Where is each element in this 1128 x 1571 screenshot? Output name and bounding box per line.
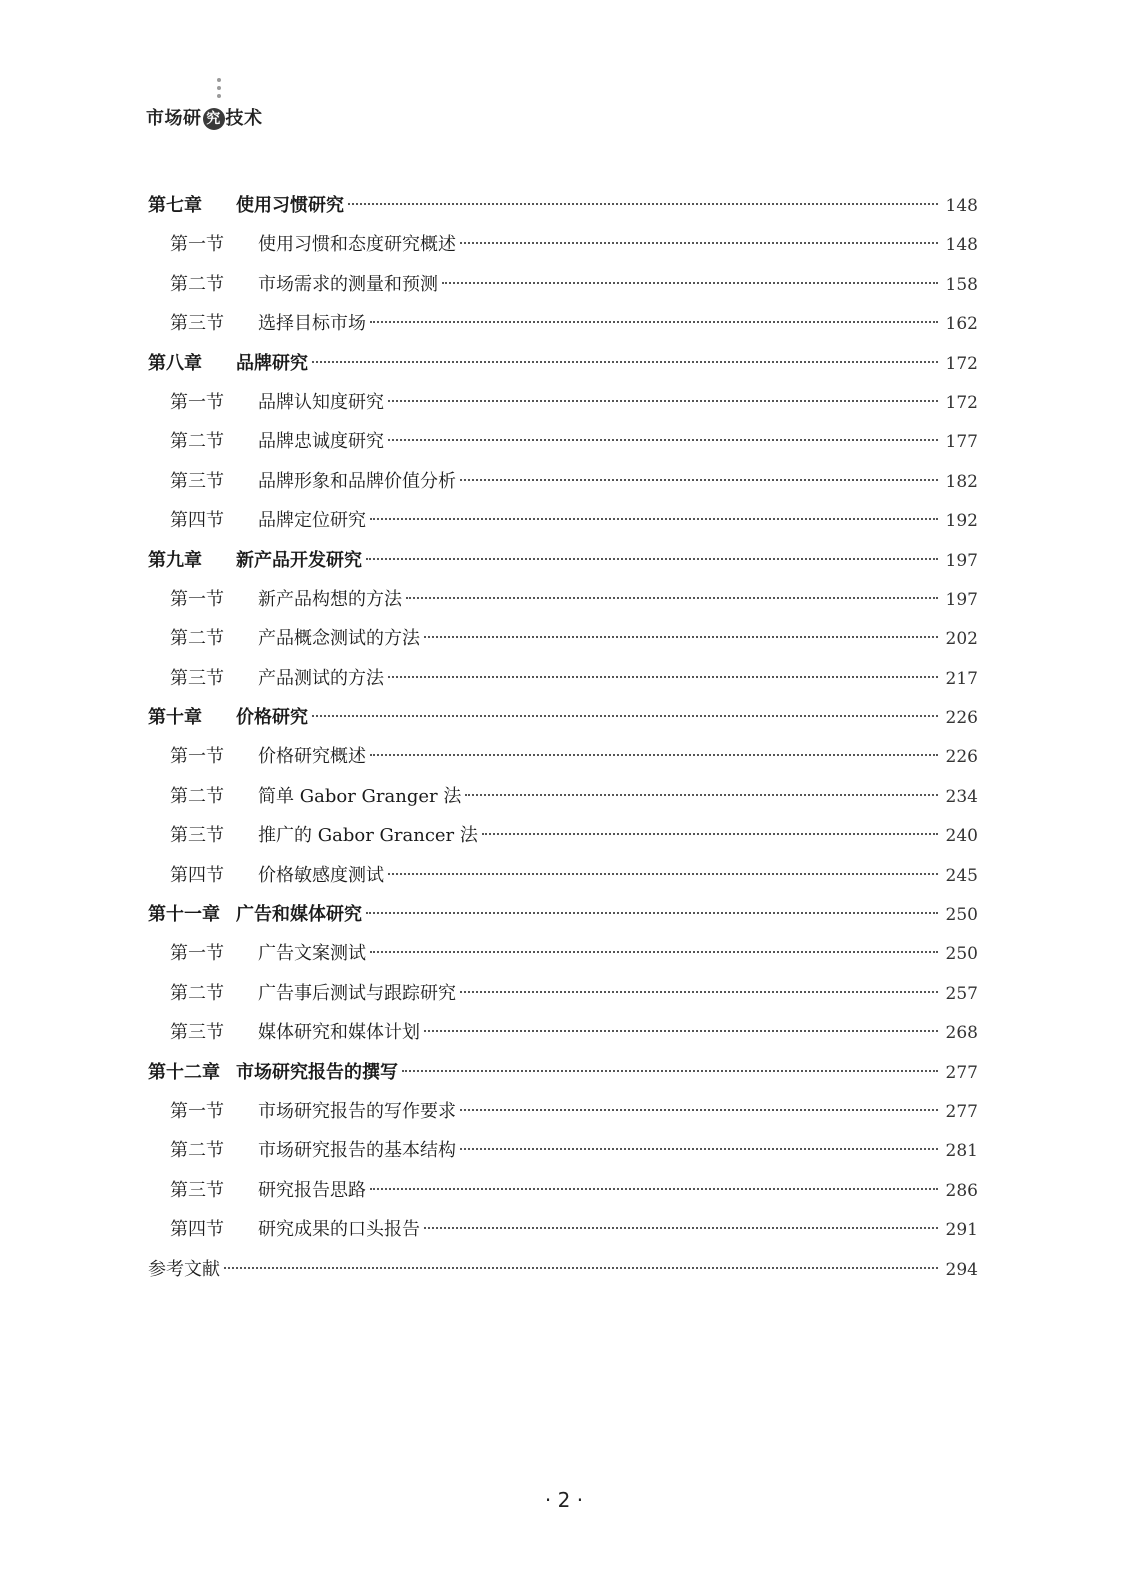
toc-entry-label: 第二节 [170,982,224,1004]
toc-page-number: 234 [945,786,978,807]
toc-entry-title: 品牌形象和品牌价值分析 [258,470,456,492]
toc-section-entry[interactable] [148,225,978,264]
toc-entry-title: 媒体研究和媒体计划 [258,1022,420,1044]
toc-section-entry[interactable] [148,934,978,973]
page-number: · 2 · [544,1488,584,1512]
toc-entry-title: 品牌研究 [236,352,308,374]
toc-entry-title: 产品测试的方法 [258,667,384,689]
toc-section-entry[interactable] [148,1013,978,1052]
toc-leader-dots [465,794,938,796]
toc-section-entry[interactable] [148,856,978,895]
toc-leader-dots [482,833,938,835]
book-title-part1: 市场研 [146,108,202,129]
toc-page-number: 281 [945,1141,978,1162]
toc-entry-title: 广告文案测试 [258,943,366,965]
toc-section-entry[interactable] [148,1210,978,1249]
book-title-circled-char: 究 [203,108,225,130]
toc-entry-title: 品牌忠诚度研究 [258,431,384,453]
toc-page-number: 226 [945,708,978,729]
toc-entry-title: 价格研究 [236,707,308,729]
toc-section-entry[interactable] [148,974,978,1013]
toc-chapter-entry[interactable] [148,1053,978,1092]
toc-leader-dots [366,558,938,560]
toc-entry-label: 第二节 [170,1140,224,1162]
toc-entry-title: 使用习惯研究 [236,195,344,216]
toc-section-entry[interactable] [148,816,978,855]
toc-entry-label: 第二节 [170,785,224,807]
toc-leader-dots [370,754,938,756]
toc-entry-label: 第四节 [170,1219,224,1241]
toc-entry-label: 第十一章 [148,904,220,926]
toc-entry-label: 第四节 [170,864,224,886]
toc-leader-dots [312,715,938,717]
toc-entry-title: 产品概念测试的方法 [258,628,420,650]
toc-entry-label: 第三节 [170,313,224,335]
toc-page-number: 172 [945,353,978,374]
table-of-contents [148,186,978,1289]
toc-page-number: 294 [945,1259,978,1280]
toc-entry-title: 选择目标市场 [258,313,366,335]
toc-entry-label: 第九章 [148,549,202,571]
toc-entry-title: 市场研究报告的撰写 [236,1061,398,1083]
toc-leader-dots [424,1030,938,1032]
toc-entry-label: 第三节 [170,1022,224,1044]
toc-section-entry[interactable] [148,1171,978,1210]
toc-page-number: 202 [945,629,978,650]
toc-entry-title: 品牌认知度研究 [258,391,384,413]
book-title [146,104,263,130]
toc-section-entry[interactable] [148,462,978,501]
toc-entry-label: 第一节 [170,943,224,965]
toc-section-entry[interactable] [148,1092,978,1131]
toc-entry-label: 第八章 [148,352,202,374]
toc-section-entry[interactable] [148,304,978,343]
toc-leader-dots [388,400,938,402]
toc-section-entry[interactable] [148,777,978,816]
toc-entry-label: 第二节 [170,431,224,453]
toc-section-entry[interactable] [148,659,978,698]
toc-section-entry[interactable] [148,737,978,776]
toc-leader-dots [460,479,938,481]
toc-entry-title: 简单 Gabor Granger 法 [258,785,462,807]
toc-entry-label: 第三节 [170,470,224,492]
toc-page-number: 197 [945,550,978,571]
toc-page-number: 177 [945,432,978,453]
toc-entry-title: 新产品构想的方法 [258,588,402,610]
toc-entry-label: 第一节 [170,588,224,610]
toc-leader-dots [348,203,938,205]
toc-entry-label: 第二节 [170,273,224,295]
toc-page-number: 291 [945,1220,978,1241]
toc-page-number: 226 [945,747,978,768]
toc-page-number: 250 [945,944,978,965]
toc-section-entry[interactable] [148,580,978,619]
toc-page-number: 277 [945,1062,978,1083]
toc-entry-label: 第三节 [170,1179,224,1201]
toc-leader-dots [442,282,938,284]
toc-entry-label: 第十章 [148,707,202,729]
toc-entry-label: 第三节 [170,667,224,689]
toc-leader-dots [460,242,938,244]
toc-entry-title: 价格研究概述 [258,746,366,768]
toc-entry-label: 第三节 [170,825,224,847]
toc-leader-dots [424,636,938,638]
toc-entry-label: 参考文献 [148,1258,220,1280]
toc-references-entry[interactable] [148,1250,978,1289]
toc-page-number: 148 [945,235,978,256]
toc-page-number: 182 [945,471,978,492]
toc-page-number: 197 [945,589,978,610]
toc-entry-title: 市场研究报告的写作要求 [258,1100,456,1122]
toc-page-number: 172 [945,392,978,413]
toc-chapter-entry[interactable] [148,344,978,383]
toc-chapter-entry[interactable] [148,186,978,225]
toc-entry-title: 品牌定位研究 [258,510,366,532]
toc-chapter-entry[interactable] [148,541,978,580]
toc-section-entry[interactable] [148,422,978,461]
toc-page-number: 245 [945,865,978,886]
toc-leader-dots [460,991,938,993]
toc-leader-dots [460,1109,938,1111]
toc-leader-dots [388,873,938,875]
toc-chapter-entry[interactable] [148,698,978,737]
toc-leader-dots [402,1070,938,1072]
toc-leader-dots [388,439,938,441]
toc-entry-label: 第一节 [170,1100,224,1122]
toc-page-number: 162 [945,314,978,335]
toc-section-entry[interactable] [148,501,978,540]
toc-entry-label: 第七章 [148,195,202,216]
toc-leader-dots [388,676,938,678]
toc-page-number: 148 [945,196,978,216]
toc-entry-title: 使用习惯和态度研究概述 [258,234,456,256]
toc-entry-title: 市场需求的测量和预测 [258,273,438,295]
toc-leader-dots [460,1148,938,1150]
toc-page-number: 192 [945,511,978,532]
toc-chapter-entry[interactable] [148,895,978,934]
toc-entry-label: 第一节 [170,391,224,413]
toc-entry-title: 研究成果的口头报告 [258,1219,420,1241]
toc-leader-dots [370,951,938,953]
toc-section-entry[interactable] [148,1131,978,1170]
toc-page-number: 158 [945,274,978,295]
toc-entry-title: 推广的 Gabor Grancer 法 [258,825,478,847]
toc-entry-label: 第一节 [170,234,224,256]
toc-page-number: 257 [945,983,978,1004]
toc-entry-title: 研究报告思路 [258,1179,366,1201]
toc-entry-title: 市场研究报告的基本结构 [258,1140,456,1162]
toc-entry-label: 第二节 [170,628,224,650]
toc-entry-title: 新产品开发研究 [236,549,362,571]
toc-page-number: 250 [945,905,978,926]
toc-section-entry[interactable] [148,265,978,304]
toc-entry-label: 第十二章 [148,1061,220,1083]
toc-leader-dots [424,1227,938,1229]
toc-entry-label: 第一节 [170,746,224,768]
toc-page-number: 277 [945,1101,978,1122]
toc-entry-title: 价格敏感度测试 [258,864,384,886]
toc-section-entry[interactable] [148,383,978,422]
book-title-part2: 技术 [225,108,263,129]
toc-leader-dots [224,1267,938,1269]
toc-leader-dots [370,518,938,520]
toc-page-number: 217 [945,668,978,689]
toc-leader-dots [370,1188,938,1190]
toc-leader-dots [366,912,938,914]
toc-entry-title: 广告事后测试与跟踪研究 [258,982,456,1004]
toc-section-entry[interactable] [148,619,978,658]
toc-page-number: 286 [945,1180,978,1201]
toc-page-number: 240 [945,826,978,847]
toc-entry-title: 广告和媒体研究 [236,904,362,926]
toc-page-number: 268 [945,1023,978,1044]
toc-leader-dots [312,361,938,363]
toc-leader-dots [406,597,938,599]
toc-leader-dots [370,321,938,323]
toc-entry-label: 第四节 [170,510,224,532]
